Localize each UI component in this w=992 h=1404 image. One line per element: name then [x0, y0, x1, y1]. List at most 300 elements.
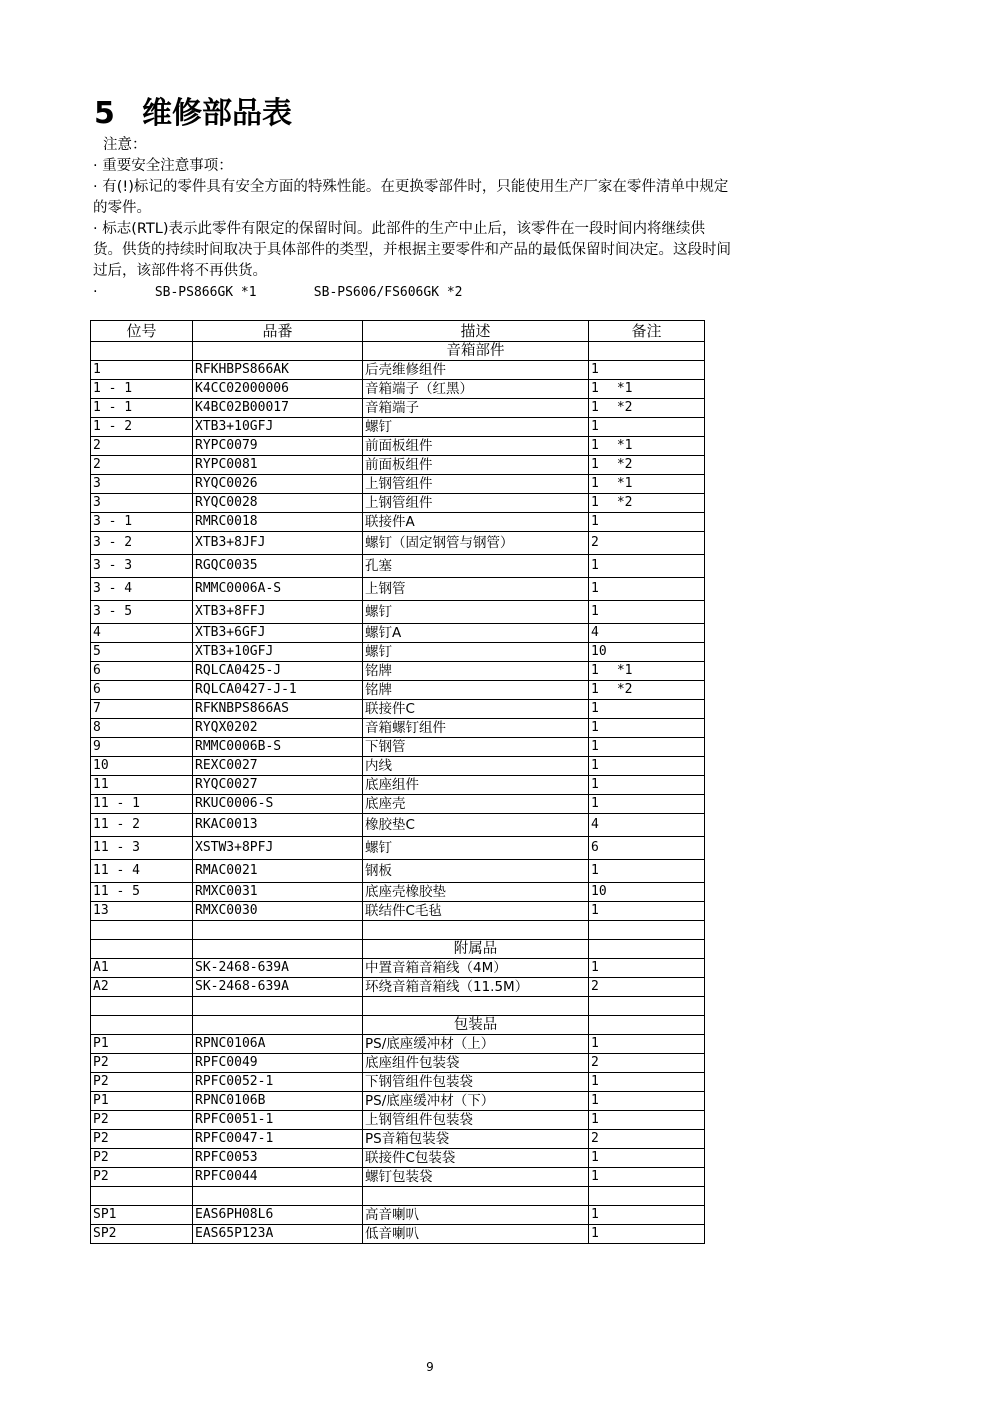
- table-row: [91, 399, 705, 418]
- cell-quantity: 1: [591, 400, 599, 415]
- cell-remarks: [589, 814, 705, 837]
- cell-description: [363, 921, 589, 940]
- cell-part-number-text: SK-2468-639A: [195, 960, 289, 975]
- cell-description-text: 联接件C: [365, 701, 415, 717]
- cell-description: [363, 719, 589, 738]
- cell-quantity: 2: [591, 1055, 599, 1070]
- cell-position-text: 3 - 4: [93, 581, 133, 596]
- table-body: [91, 342, 705, 1244]
- cell-description-text: 铭牌: [365, 663, 392, 679]
- cell-description-text: 高音喇叭: [365, 1207, 419, 1223]
- table-row: [91, 814, 705, 837]
- cell-part-number-text: RMRC0018: [195, 514, 258, 529]
- cell-remarks: [589, 601, 705, 624]
- cell-quantity: 1: [591, 863, 599, 878]
- cell-quantity: 1: [591, 758, 599, 773]
- cell-description-text: 音箱螺钉组件: [365, 720, 446, 736]
- table-row: [91, 380, 705, 399]
- cell-description: [363, 1206, 589, 1225]
- cell-quantity: 1: [591, 1150, 599, 1165]
- cell-position: [91, 837, 193, 860]
- cell-position: [91, 902, 193, 921]
- cell-part-number-text: XTB3+10GFJ: [195, 644, 274, 659]
- cell-description-text: 底座组件: [365, 777, 419, 793]
- cell-remarks: [589, 380, 705, 399]
- cell-part-number-text: K4BC02B00017: [195, 400, 289, 415]
- cell-position: [91, 418, 193, 437]
- cell-position-text: 1: [93, 362, 101, 377]
- cell-part-number: [193, 662, 363, 681]
- cell-description: [363, 860, 589, 883]
- cell-part-number: [193, 437, 363, 456]
- cell-part-number: [193, 513, 363, 532]
- cell-remarks: [589, 456, 705, 475]
- cell-position: [91, 1054, 193, 1073]
- table-row: [91, 837, 705, 860]
- cell-position-text: 6: [93, 663, 101, 678]
- cell-remarks: [589, 624, 705, 643]
- cell-quantity: 1: [591, 1112, 599, 1127]
- cell-part-number-text: RYQC0028: [195, 495, 258, 510]
- cell-description-text: 螺钉: [365, 604, 392, 620]
- cell-position: [91, 399, 193, 418]
- cell-position-text: 8: [93, 720, 101, 735]
- cell-remarks: [589, 681, 705, 700]
- table-row: [91, 1054, 705, 1073]
- table-row: [91, 1035, 705, 1054]
- cell-part-number: [193, 380, 363, 399]
- cell-description: [363, 959, 589, 978]
- cell-position: [91, 1111, 193, 1130]
- header-part-number: 品番: [193, 321, 363, 342]
- cell-description: [363, 1035, 589, 1054]
- cell-quantity: 1: [591, 739, 599, 754]
- table-row: [91, 361, 705, 380]
- cell-part-number-text: EAS65P123A: [195, 1226, 274, 1241]
- cell-part-number-text: RKAC0013: [195, 817, 258, 832]
- cell-position-text: 4: [93, 625, 101, 640]
- cell-part-number: [193, 456, 363, 475]
- cell-model-code: *1: [616, 438, 633, 453]
- cell-part-number: [193, 1187, 363, 1206]
- cell-quantity: 1: [591, 362, 599, 377]
- cell-part-number-text: RMAC0021: [195, 863, 258, 878]
- cell-part-number: [193, 997, 363, 1016]
- cell-part-number-text: RFKNBPS866AS: [195, 701, 289, 716]
- cell-description-text: 后壳维修组件: [365, 362, 446, 378]
- cell-quantity: 1: [591, 476, 599, 491]
- cell-remarks: [589, 719, 705, 738]
- cell-remarks: [589, 555, 705, 578]
- cell-quantity: 1: [591, 663, 599, 678]
- cell-position: [91, 1206, 193, 1225]
- cell-position-text: P2: [93, 1131, 109, 1146]
- cell-position-text: 11 - 2: [93, 817, 140, 832]
- cell-model-code: *2: [616, 457, 633, 472]
- cell-part-number-text: RQLCA0427-J-1: [195, 682, 297, 697]
- cell-position-text: P2: [93, 1074, 109, 1089]
- cell-position: [91, 795, 193, 814]
- table-row: [91, 475, 705, 494]
- cell-part-number: [193, 738, 363, 757]
- cell-position: [91, 860, 193, 883]
- cell-position: [91, 361, 193, 380]
- cell-remarks: [589, 418, 705, 437]
- cell-part-number: [193, 643, 363, 662]
- cell-position-text: 11 - 4: [93, 863, 140, 878]
- cell-remarks: [589, 1111, 705, 1130]
- cell-position: [91, 921, 193, 940]
- cell-position: [91, 776, 193, 795]
- cell-part-number-text: XSTW3+8PFJ: [195, 840, 274, 855]
- cell-remarks: [589, 1149, 705, 1168]
- cell-part-number: [193, 921, 363, 940]
- cell-part-number: [193, 1111, 363, 1130]
- table-row: [91, 902, 705, 921]
- cell-part-number: [193, 776, 363, 795]
- cell-position: [91, 601, 193, 624]
- cell-quantity: 2: [591, 1131, 599, 1146]
- notes-block: [93, 135, 733, 303]
- cell-part-number-text: RPFC0052-1: [195, 1074, 274, 1089]
- cell-part-number: [193, 624, 363, 643]
- cell-part-number-text: RMXC0030: [195, 903, 258, 918]
- table-row: [91, 494, 705, 513]
- cell-position: [91, 1168, 193, 1187]
- cell-description-text: PS/底座缓冲材（下）: [365, 1093, 495, 1109]
- notes-heading: 注意：: [103, 137, 147, 153]
- cell-description: [363, 883, 589, 902]
- table-row: [91, 1168, 705, 1187]
- cell-description: [363, 1073, 589, 1092]
- cell-description-text: 内线: [365, 758, 392, 774]
- cell-quantity: 1: [591, 960, 599, 975]
- cell-position: [91, 700, 193, 719]
- cell-part-number-text: XTB3+8FFJ: [195, 604, 266, 619]
- cell-description: [363, 940, 589, 959]
- cell-part-number-text: RPNC0106B: [195, 1093, 266, 1108]
- cell-model-code: *1: [616, 663, 633, 678]
- table-row: [91, 1206, 705, 1225]
- cell-remarks: [589, 997, 705, 1016]
- cell-description-text: 孔塞: [365, 558, 392, 574]
- cell-model-code: *2: [616, 682, 633, 697]
- cell-description: [363, 1016, 589, 1035]
- cell-quantity: 2: [591, 979, 599, 994]
- cell-description: [363, 494, 589, 513]
- cell-position: [91, 1016, 193, 1035]
- model-2: SB-PS606/FS606GK *2: [313, 285, 463, 300]
- cell-quantity: 1: [591, 1093, 599, 1108]
- page-number: 9: [426, 1360, 434, 1374]
- cell-description-text: 底座壳橡胶垫: [365, 884, 446, 900]
- cell-remarks: [589, 837, 705, 860]
- model-legend: [93, 282, 733, 303]
- table-row: [91, 532, 705, 555]
- cell-part-number-text: RPNC0106A: [195, 1036, 266, 1051]
- cell-position: [91, 380, 193, 399]
- cell-quantity: 4: [591, 817, 599, 832]
- cell-description: [363, 700, 589, 719]
- cell-quantity: 1: [591, 777, 599, 792]
- cell-description-text: 联结件C毛毡: [365, 903, 442, 919]
- table-row: [91, 1187, 705, 1206]
- cell-description-text: 上钢管组件: [365, 476, 433, 492]
- cell-position: [91, 456, 193, 475]
- cell-part-number-text: XTB3+8JFJ: [195, 535, 266, 550]
- cell-part-number-text: RFKHBPS866AK: [195, 362, 289, 377]
- cell-remarks: [589, 1130, 705, 1149]
- header-remarks: 备注: [589, 321, 705, 342]
- cell-part-number: [193, 1225, 363, 1244]
- cell-part-number: [193, 1035, 363, 1054]
- cell-quantity: 1: [591, 1036, 599, 1051]
- cell-remarks: [589, 940, 705, 959]
- table-row: [91, 643, 705, 662]
- cell-description-text: 前面板组件: [365, 438, 433, 454]
- section-title: 维修部品表: [142, 96, 292, 131]
- cell-part-number: [193, 1149, 363, 1168]
- table-row: [91, 418, 705, 437]
- cell-position: [91, 555, 193, 578]
- cell-description-text: 螺钉: [365, 644, 392, 660]
- cell-part-number-text: RMXC0031: [195, 884, 258, 899]
- cell-description-text: 附属品: [453, 941, 498, 957]
- cell-part-number-text: RYQX0202: [195, 720, 258, 735]
- cell-description-text: 音箱端子: [365, 400, 419, 416]
- cell-part-number: [193, 361, 363, 380]
- cell-position-text: A1: [93, 960, 109, 975]
- cell-position-text: A2: [93, 979, 109, 994]
- cell-part-number: [193, 860, 363, 883]
- cell-remarks: [589, 883, 705, 902]
- cell-position: [91, 719, 193, 738]
- cell-position: [91, 662, 193, 681]
- cell-part-number: [193, 978, 363, 997]
- cell-description-text: 中置音箱音箱线（4M）: [365, 960, 507, 976]
- table-row: [91, 795, 705, 814]
- table-row: [91, 342, 705, 361]
- header-position: 位号: [91, 321, 193, 342]
- cell-position: [91, 1225, 193, 1244]
- cell-description: [363, 555, 589, 578]
- cell-part-number: [193, 795, 363, 814]
- cell-part-number-text: RPFC0044: [195, 1169, 258, 1184]
- cell-description-text: 螺钉（固定钢管与钢管）: [365, 535, 514, 551]
- cell-description-text: PS音箱包装袋: [365, 1131, 450, 1147]
- cell-quantity: 1: [591, 419, 599, 434]
- table-row: [91, 437, 705, 456]
- cell-description-text: 钢板: [365, 863, 392, 879]
- cell-part-number-text: RMMC0006A-S: [195, 581, 282, 596]
- cell-remarks: [589, 921, 705, 940]
- cell-quantity: 1: [591, 495, 599, 510]
- cell-position-text: 1 - 1: [93, 400, 133, 415]
- cell-description: [363, 662, 589, 681]
- table-row: [91, 776, 705, 795]
- cell-quantity: 1: [591, 701, 599, 716]
- cell-remarks: [589, 795, 705, 814]
- cell-position-text: 11 - 3: [93, 840, 140, 855]
- cell-position: [91, 681, 193, 700]
- cell-description-text: 联接件C包装袋: [365, 1150, 456, 1166]
- cell-position-text: 7: [93, 701, 101, 716]
- cell-position-text: P2: [93, 1055, 109, 1070]
- cell-quantity: 1: [591, 903, 599, 918]
- header-description: 描述: [363, 321, 589, 342]
- cell-position: [91, 738, 193, 757]
- cell-part-number-text: RMMC0006B-S: [195, 739, 282, 754]
- cell-position: [91, 513, 193, 532]
- cell-part-number-text: K4CC02000006: [195, 381, 289, 396]
- cell-position-text: 11: [93, 777, 109, 792]
- cell-position: [91, 959, 193, 978]
- cell-position: [91, 883, 193, 902]
- cell-part-number: [193, 959, 363, 978]
- cell-part-number: [193, 757, 363, 776]
- cell-description: [363, 738, 589, 757]
- cell-model-code: *1: [616, 381, 633, 396]
- cell-description: [363, 1149, 589, 1168]
- cell-quantity: 1: [591, 558, 599, 573]
- cell-description: [363, 456, 589, 475]
- cell-part-number-text: RQLCA0425-J: [195, 663, 282, 678]
- table-row: [91, 940, 705, 959]
- table-row: [91, 681, 705, 700]
- cell-position-text: 11 - 1: [93, 796, 140, 811]
- cell-part-number-text: RPFC0047-1: [195, 1131, 274, 1146]
- cell-position-text: 11 - 5: [93, 884, 140, 899]
- cell-remarks: [589, 475, 705, 494]
- cell-position-text: P2: [93, 1112, 109, 1127]
- table-row: [91, 700, 705, 719]
- cell-part-number-text: REXC0027: [195, 758, 258, 773]
- cell-quantity: 1: [591, 796, 599, 811]
- cell-remarks: [589, 978, 705, 997]
- cell-quantity: 1: [591, 381, 599, 396]
- cell-position-text: P1: [93, 1036, 109, 1051]
- cell-position: [91, 757, 193, 776]
- cell-part-number: [193, 940, 363, 959]
- cell-quantity: 1: [591, 1226, 599, 1241]
- cell-quantity: 1: [591, 457, 599, 472]
- cell-description-text: 联接件A: [365, 514, 415, 530]
- table-row: [91, 921, 705, 940]
- cell-model-code: *2: [616, 495, 633, 510]
- cell-description: [363, 342, 589, 361]
- table-row: [91, 456, 705, 475]
- cell-part-number: [193, 555, 363, 578]
- cell-part-number: [193, 532, 363, 555]
- cell-description-text: 橡胶垫C: [365, 817, 415, 833]
- cell-quantity: 6: [591, 840, 599, 855]
- page-title: [94, 94, 292, 134]
- cell-description-text: 螺钉: [365, 840, 392, 856]
- model-1: SB-PS866GK *1: [154, 285, 257, 300]
- cell-part-number-text: RYPC0079: [195, 438, 258, 453]
- cell-description-text: 铭牌: [365, 682, 392, 698]
- cell-description-text: 音箱端子（红黑）: [365, 381, 473, 397]
- cell-remarks: [589, 662, 705, 681]
- cell-description: [363, 681, 589, 700]
- cell-description-text: 下钢管组件包装袋: [365, 1074, 473, 1090]
- cell-part-number: [193, 475, 363, 494]
- cell-quantity: 1: [591, 1207, 599, 1222]
- cell-description: [363, 1111, 589, 1130]
- cell-position: [91, 940, 193, 959]
- cell-description: [363, 757, 589, 776]
- cell-quantity: 1: [591, 438, 599, 453]
- cell-position: [91, 624, 193, 643]
- table-row: [91, 883, 705, 902]
- cell-description: [363, 1168, 589, 1187]
- cell-description-text: PS/底座缓冲材（上）: [365, 1036, 495, 1052]
- cell-remarks: [589, 494, 705, 513]
- cell-quantity: 10: [591, 644, 607, 659]
- cell-quantity: 1: [591, 604, 599, 619]
- cell-description: [363, 418, 589, 437]
- cell-position: [91, 1130, 193, 1149]
- cell-remarks: [589, 578, 705, 601]
- table-row: [91, 513, 705, 532]
- cell-quantity: 4: [591, 625, 599, 640]
- table-row: [91, 1225, 705, 1244]
- cell-part-number: [193, 837, 363, 860]
- cell-part-number-text: XTB3+6GFJ: [195, 625, 266, 640]
- cell-position: [91, 437, 193, 456]
- cell-description: [363, 601, 589, 624]
- cell-description-text: 底座壳: [365, 796, 406, 812]
- cell-remarks: [589, 959, 705, 978]
- note-item: · 标志(RTL)表示此零件有限定的保留时间。此部件的生产中止后，该零件在一段时间内将继续供货。供货的持续时间取决于具体部件的类型，并根据主要零件和产品的最低保留时间决定。这段时间过后，该部件将不再供货。: [93, 221, 731, 279]
- table-row: [91, 1016, 705, 1035]
- table-row: [91, 738, 705, 757]
- cell-description: [363, 532, 589, 555]
- table-row: [91, 1130, 705, 1149]
- cell-part-number-text: EAS6PH08L6: [195, 1207, 274, 1222]
- cell-position-text: 2: [93, 438, 101, 453]
- cell-quantity: 1: [591, 581, 599, 596]
- cell-part-number: [193, 601, 363, 624]
- cell-position-text: SP2: [93, 1226, 117, 1241]
- cell-description: [363, 643, 589, 662]
- cell-position-text: 13: [93, 903, 109, 918]
- cell-remarks: [589, 860, 705, 883]
- cell-remarks: [589, 399, 705, 418]
- table-row: [91, 662, 705, 681]
- table-row: [91, 959, 705, 978]
- cell-part-number-text: RYQC0026: [195, 476, 258, 491]
- cell-remarks: [589, 1225, 705, 1244]
- cell-description: [363, 380, 589, 399]
- table-row: [91, 624, 705, 643]
- table-row: [91, 719, 705, 738]
- cell-description-text: 底座组件包装袋: [365, 1055, 460, 1071]
- cell-position-text: 1 - 2: [93, 419, 133, 434]
- cell-position-text: P2: [93, 1150, 109, 1165]
- cell-description: [363, 1225, 589, 1244]
- cell-remarks: [589, 1092, 705, 1111]
- cell-quantity: 10: [591, 884, 607, 899]
- cell-quantity: 1: [591, 514, 599, 529]
- cell-quantity: 1: [591, 720, 599, 735]
- cell-position: [91, 814, 193, 837]
- note-item: · 重要安全注意事项：: [93, 158, 233, 174]
- cell-part-number: [193, 1054, 363, 1073]
- cell-part-number: [193, 719, 363, 738]
- cell-description-text: 上钢管: [365, 581, 406, 597]
- cell-remarks: [589, 1035, 705, 1054]
